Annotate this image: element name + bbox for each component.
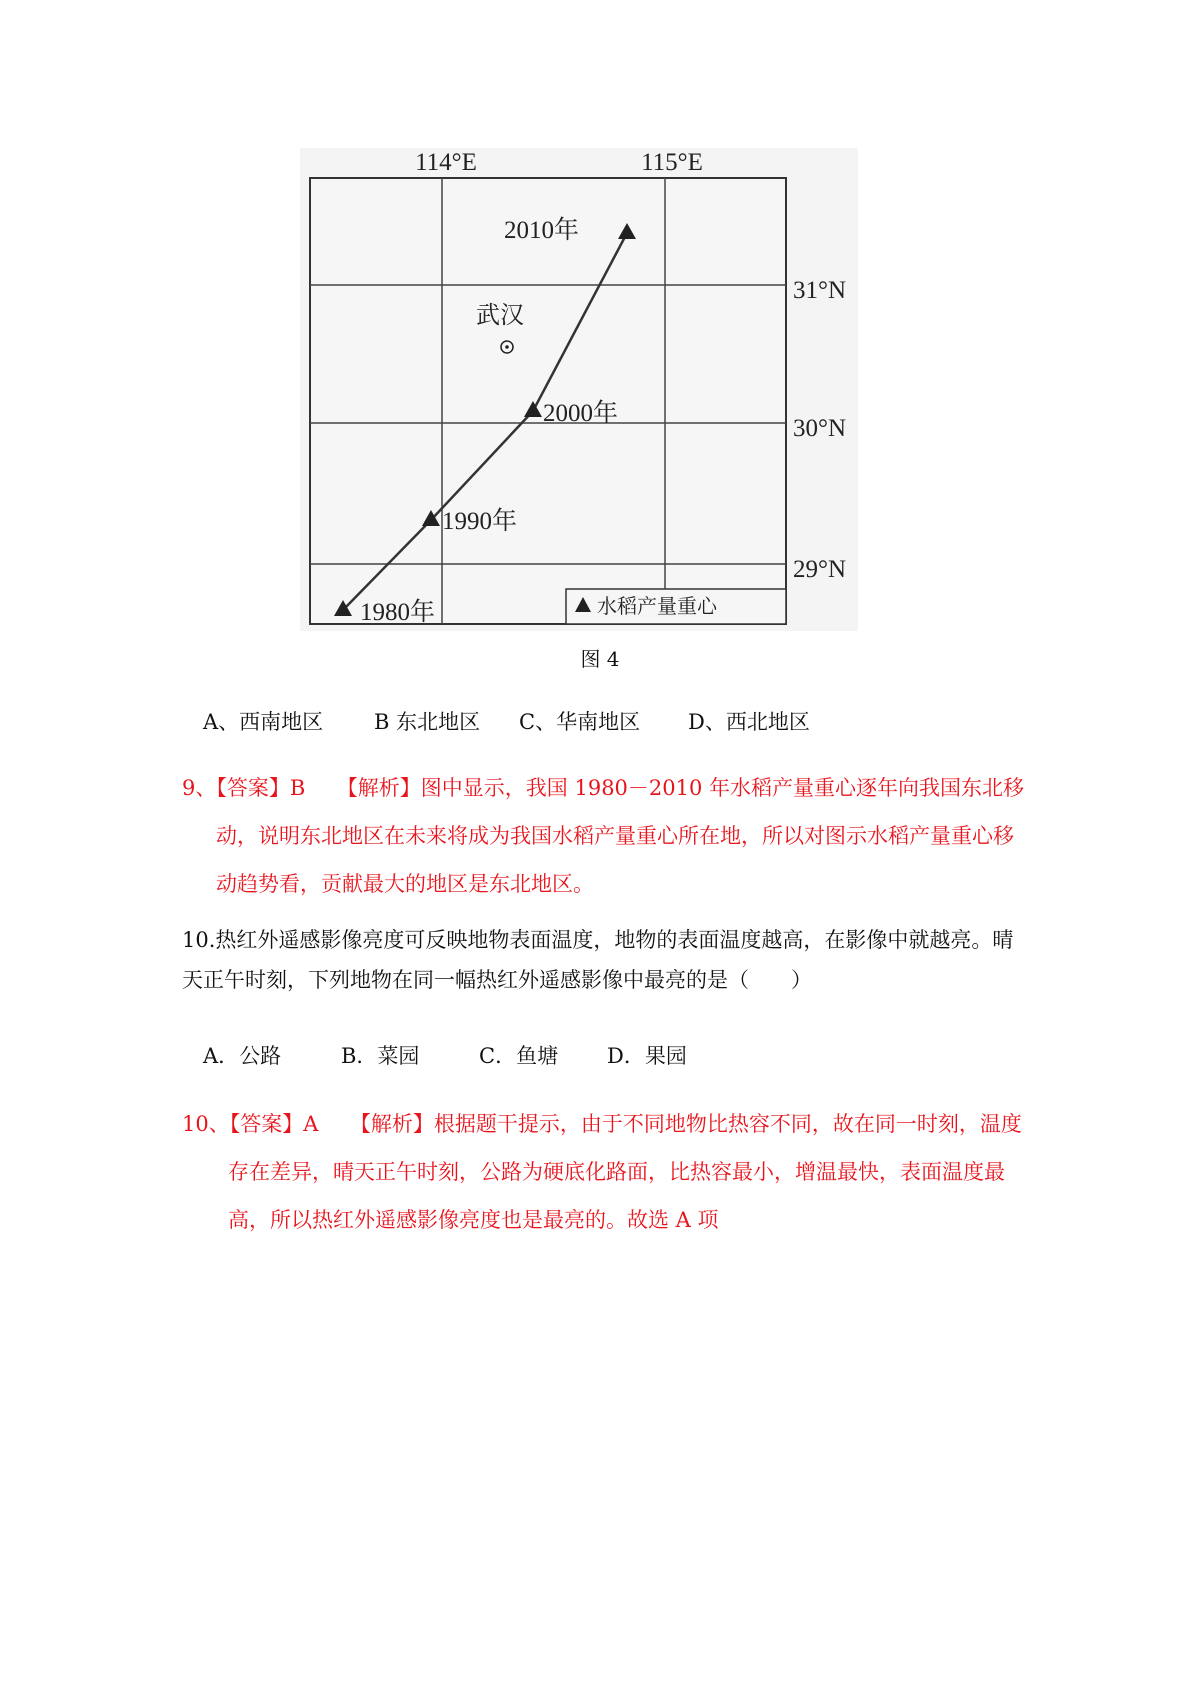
point-1990-label: 1990年 (442, 508, 518, 535)
lon-label: 114°E (415, 149, 477, 176)
rice-centroid-map (300, 148, 858, 631)
legend-label: 水稻产量重心 (597, 594, 717, 618)
q9-answer-line: 9、【答案】B 【解析】图中显示，我国 1980－2010 年水稻产量重心逐年向我国东北移 (182, 776, 1025, 800)
point-1980-label: 1980年 (360, 599, 436, 626)
point-2000-label: 2000年 (543, 400, 619, 427)
q10-answer-line: 高，所以热红外遥感影像亮度也是最亮的。故选 A 项 (228, 1208, 719, 1232)
q9-answer-line: 动，说明东北地区在未来将成为我国水稻产量重心所在地，所以对图示水稻产量重心移 (216, 824, 1014, 848)
q10-option: D．果园 (607, 1044, 687, 1068)
q10-question (182, 920, 1042, 1000)
q10-option: B．菜园 (341, 1044, 420, 1068)
q10-question-line: 天正午时刻，下列地物在同一幅热红外遥感影像中最亮的是（ ） (182, 968, 812, 992)
lat-label: 30°N (793, 415, 847, 442)
q10-option: A．公路 (203, 1044, 282, 1068)
q9-option: B 东北地区 (374, 710, 481, 734)
q10-answer-line: 10、【答案】A 【解析】根据题干提示，由于不同地物比热容不同，故在同一时刻，温度 (182, 1112, 1022, 1136)
lon-label: 115°E (641, 149, 703, 176)
q9-answer (182, 764, 1042, 908)
figure-caption: 图 4 (580, 647, 620, 671)
q9-option: C、华南地区 (519, 710, 641, 734)
q9-option: D、西北地区 (688, 710, 810, 734)
q10-question-line: 10.热红外遥感影像亮度可反映地物表面温度，地物的表面温度越高，在影像中就越亮。晴 (182, 928, 1014, 952)
q9-answer-line: 动趋势看，贡献最大的地区是东北地区。 (216, 872, 594, 896)
q10-option: C．鱼塘 (479, 1044, 559, 1068)
q10-answer (182, 1100, 1042, 1244)
lat-label: 29°N (793, 556, 847, 583)
q9-option: A、西南地区 (203, 710, 324, 734)
city-marker-dot (505, 345, 509, 349)
city-label: 武汉 (476, 301, 524, 329)
lat-label: 31°N (793, 277, 847, 304)
q10-answer-line: 存在差异，晴天正午时刻，公路为硬底化路面，比热容最小，增温最快，表面温度最 (228, 1160, 1005, 1184)
point-2010-label: 2010年 (504, 217, 580, 244)
